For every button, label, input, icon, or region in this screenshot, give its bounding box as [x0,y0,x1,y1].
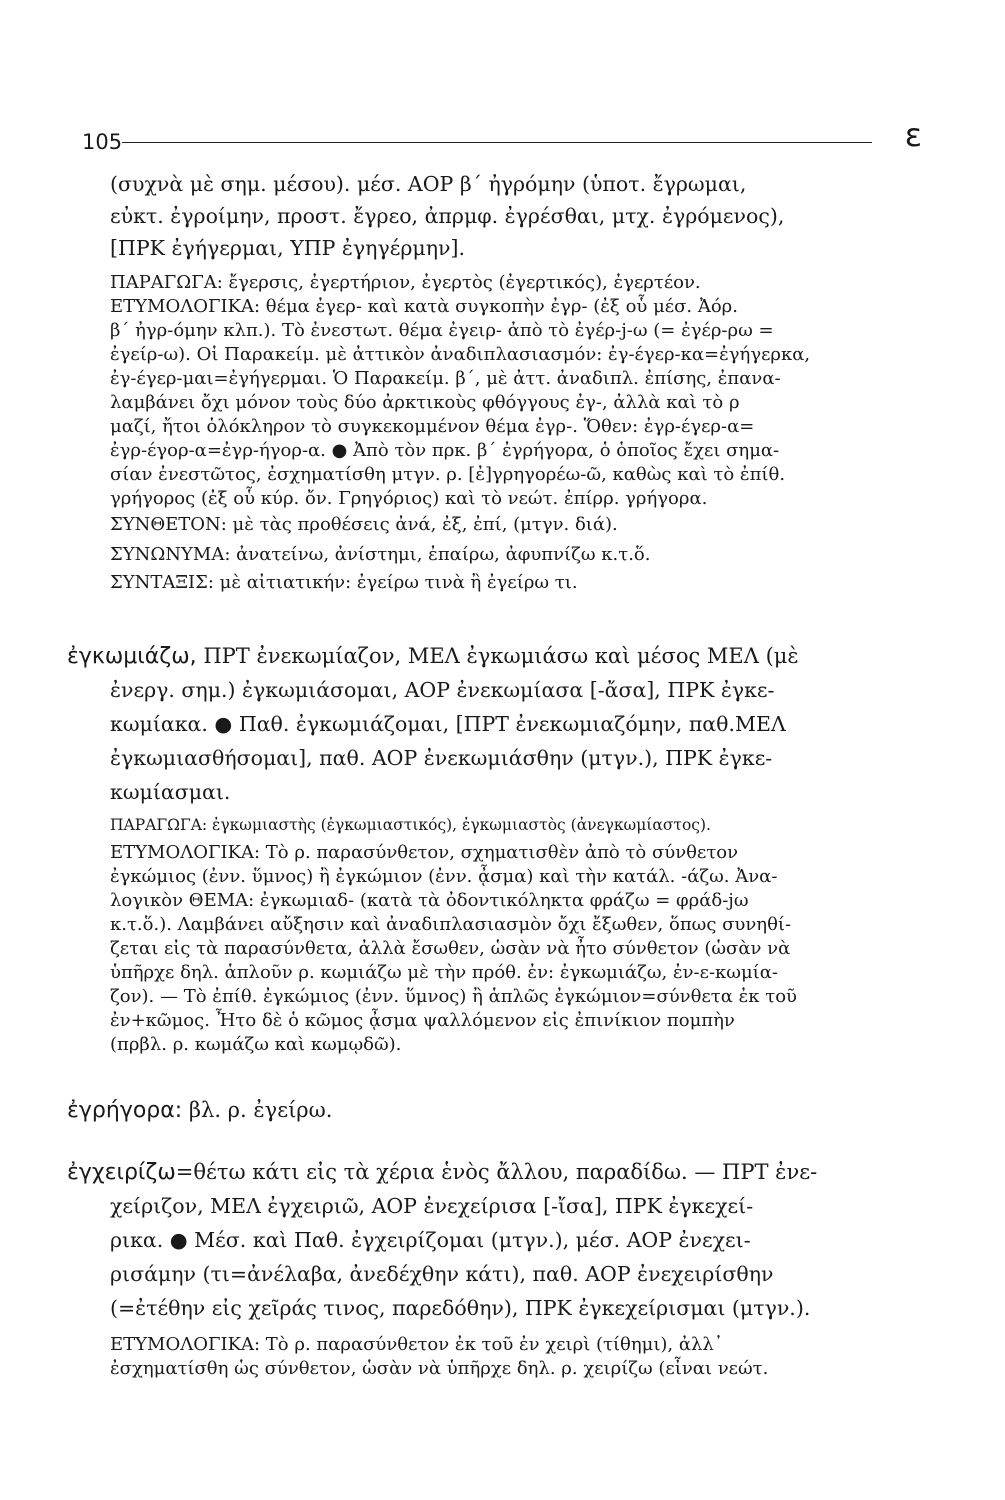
entry-line: (συχνὰ μὲ σημ. μέσου). μέσ. ΑΟΡ β΄ ἠγρόμην (ὑποτ. ἔγρωμαι, [110,172,747,196]
entry-headword: ἐγκωμιάζω, [67,644,197,669]
entry-line: ρικα. ● Μέσ. καὶ Παθ. ἐγχειρίζομαι (μτγν.), μέσ. ΑΟΡ ἐνεχει- [110,1228,751,1252]
running-header [82,116,922,162]
entry-line: ἐνεργ. σημ.) ἐγκωμιάσομαι, ΑΟΡ ἐνεκωμίασα [-ἄσα], ΠΡΚ ἐγκε- [110,678,775,702]
entry-first-line [67,1160,817,1185]
entry-line: λογικὸν ΘΕΜΑ: ἐγκωμιαδ- (κατὰ τὰ ὀδοντικόληκτα φράζω = φράδ-jω [110,890,749,911]
entry-line: χείριζον, ΜΕΛ ἐγχειριῶ, ΑΟΡ ἐνεχείρισα [-ἴσα], ΠΡΚ ἐγκεχεί- [110,1194,754,1218]
entry-line: (=ἐτέθην εἰς χεῖράς τινος, παρεδόθην), ΠΡΚ ἐγκεχείρισμαι (μτγν.). [110,1296,811,1320]
page-number: 105 [82,130,123,154]
entry-line: ΕΤΥΜΟΛΟΓΙΚΑ: θέμα ἐγερ- καὶ κατὰ συγκοπὴν ἐγρ- (ἐξ οὗ μέσ. Ἀόρ. [110,296,738,317]
section-letter: ε [904,116,922,154]
entry-line: σίαν ἐνεστῶτος, ἐσχηματίσθη μτγν. ρ. [ἐ]γρηγορέω-ῶ, καθὼς καὶ τὸ ἐπίθ. [110,464,786,485]
entry-line: ΕΤΥΜΟΛΟΓΙΚΑ: Τὸ ρ. παρασύνθετον, σχηματισθὲν ἀπὸ τὸ σύνθετον [110,842,739,863]
entry-line: ἐγείρ-ω). Οἱ Παρακείμ. μὲ ἀττικὸν ἀναδιπλασιασμόν: ἐγ-έγερ-κα=ἐγήγερκα, [110,344,811,365]
entry-line: εὐκτ. ἐγροίμην, προστ. ἔγρεο, ἀπρμφ. ἐγρέσθαι, μτχ. ἐγρόμενος), [110,204,785,228]
entry-line: ζεται εἰς τὰ παρασύνθετα, ἀλλὰ ἔσωθεν, ὡσὰν νὰ ἦτο σύνθετον (ὡσὰν νὰ [110,938,791,959]
entry-line: ΠΡΤ ἐνεκωμίαζον, ΜΕΛ ἐγκωμιάσω καὶ μέσος ΜΕΛ (μὲ [203,644,799,668]
entry-headword: ἐγρήγορα: [67,1098,183,1123]
entry-line: ὑπῆρχε δηλ. ἁπλοῦν ρ. κωμιάζω μὲ τὴν πρόθ. ἐν: ἐγκωμιάζω, ἐν-ε-κωμία- [110,962,778,983]
entry-line: (πρβλ. ρ. κωμάζω καὶ κωμῳδῶ). [110,1034,402,1055]
entry-line: ΣΥΝΩΝΥΜΑ: ἀνατείνω, ἀνίστημι, ἐπαίρω, ἀφυπνίζω κ.τ.ὅ. [110,544,651,565]
entry-line: =θέτω κάτι εἰς τὰ χέρια ἑνὸς ἄλλου, παραδίδω. — ΠΡΤ ἐνε- [175,1160,818,1184]
entry-line: κ.τ.ὅ.). Λαμβάνει αὔξησιν καὶ ἀναδιπλασιασμὸν ὄχι ἔξωθεν, ὅπως συνηθί- [110,914,792,935]
entry-line: ΠΑΡΑΓΩΓΑ: ἐγκωμιαστὴς (ἐγκωμιαστικός), ἐγκωμιαστὸς (ἀνεγκωμίαστος). [110,816,711,834]
entry-line: ΕΤΥΜΟΛΟΓΙΚΑ: Τὸ ρ. παρασύνθετον ἐκ τοῦ ἐν χειρὶ (τίθημι), ἀλλ᾽ [110,1334,723,1355]
entry-line: ζον). — Τὸ ἐπίθ. ἐγκώμιος (ἐνν. ὕμνος) ἢ ἁπλῶς ἐγκώμιον=σύνθετα ἐκ τοῦ [110,986,797,1007]
entry-line: ΠΑΡΑΓΩΓΑ: ἔγερσις, ἐγερτήριον, ἐγερτὸς (ἐγερτικός), ἐγερτέον. [110,272,701,293]
header-rule [122,142,872,143]
entry-line: ρισάμην (τι=ἀνέλαβα, ἀνεδέχθην κάτι), παθ. ΑΟΡ ἐνεχειρίσθην [110,1262,774,1286]
entry-line: μαζί, ἤτοι ὁλόκληρον τὸ συγκεκομμένον θέμα ἐγρ-. Ὅθεν: ἐγρ-έγερ-α= [110,416,755,437]
entry-first-line [67,1098,332,1123]
entry-line: ἐσχηματίσθη ὡς σύνθετον, ὡσὰν νὰ ὑπῆρχε δηλ. ρ. χειρίζω (εἶναι νεώτ. [110,1358,769,1379]
entry-line: ἐγκώμιος (ἐνν. ὕμνος) ἢ ἐγκώμιον (ἐνν. ᾆσμα) καὶ τὴν κατάλ. -άζω. Ἀνα- [110,866,778,887]
entry-headword: ἐγχειρίζω [67,1160,176,1185]
entry-line: βλ. ρ. ἐγείρω. [188,1098,333,1122]
entry-line: ἐγ-έγερ-μαι=ἐγήγερμαι. Ὁ Παρακείμ. β΄, μὲ ἀττ. ἀναδιπλ. ἐπίσης, ἐπανα- [110,368,781,389]
entry-first-line [67,644,799,669]
entry-line: ἐγρ-έγορ-α=ἐγρ-ήγορ-α. ● Ἀπὸ τὸν πρκ. β΄ ἐγρήγορα, ὁ ὁποῖος ἔχει σημα- [110,440,780,461]
entry-line: λαμβάνει ὄχι μόνον τοὺς δύο ἀρκτικοὺς φθόγγους ἐγ-, ἀλλὰ καὶ τὸ ρ [110,392,740,413]
entry-line: κωμίασμαι. [110,780,231,804]
entry-line: β΄ ἠγρ-όμην κλπ.). Τὸ ἐνεστωτ. θέμα ἐγειρ- ἀπὸ τὸ ἐγέρ-j-ω (= ἐγέρ-ρω = [110,320,774,341]
entry-line: ΣΥΝΘΕΤΟΝ: μὲ τὰς προθέσεις ἀνά, ἐξ, ἐπί, (μτγν. διά). [110,514,618,535]
entry-line: ἐν+κῶμος. Ἦτο δὲ ὁ κῶμος ᾆσμα ψαλλόμενον εἰς ἐπινίκιον πομπὴν [110,1010,735,1031]
entry-line: γρήγορος (ἐξ οὗ κύρ. ὄν. Γρηγόριος) καὶ τὸ νεώτ. ἐπίρρ. γρήγορα. [110,488,708,509]
entry-line: [ΠΡΚ ἐγήγερμαι, ΥΠΡ ἐγηγέρμην]. [110,236,465,260]
entry-line: ΣΥΝΤΑΞΙΣ: μὲ αἰτιατικήν: ἐγείρω τινὰ ἢ ἐγείρω τι. [110,572,578,593]
entry-line: ἐγκωμιασθήσομαι], παθ. ΑΟΡ ἐνεκωμιάσθην (μτγν.), ΠΡΚ ἐγκε- [110,746,773,770]
entry-line: κωμίακα. ● Παθ. ἐγκωμιάζομαι, [ΠΡΤ ἐνεκωμιαζόμην, παθ.ΜΕΛ [110,712,786,736]
